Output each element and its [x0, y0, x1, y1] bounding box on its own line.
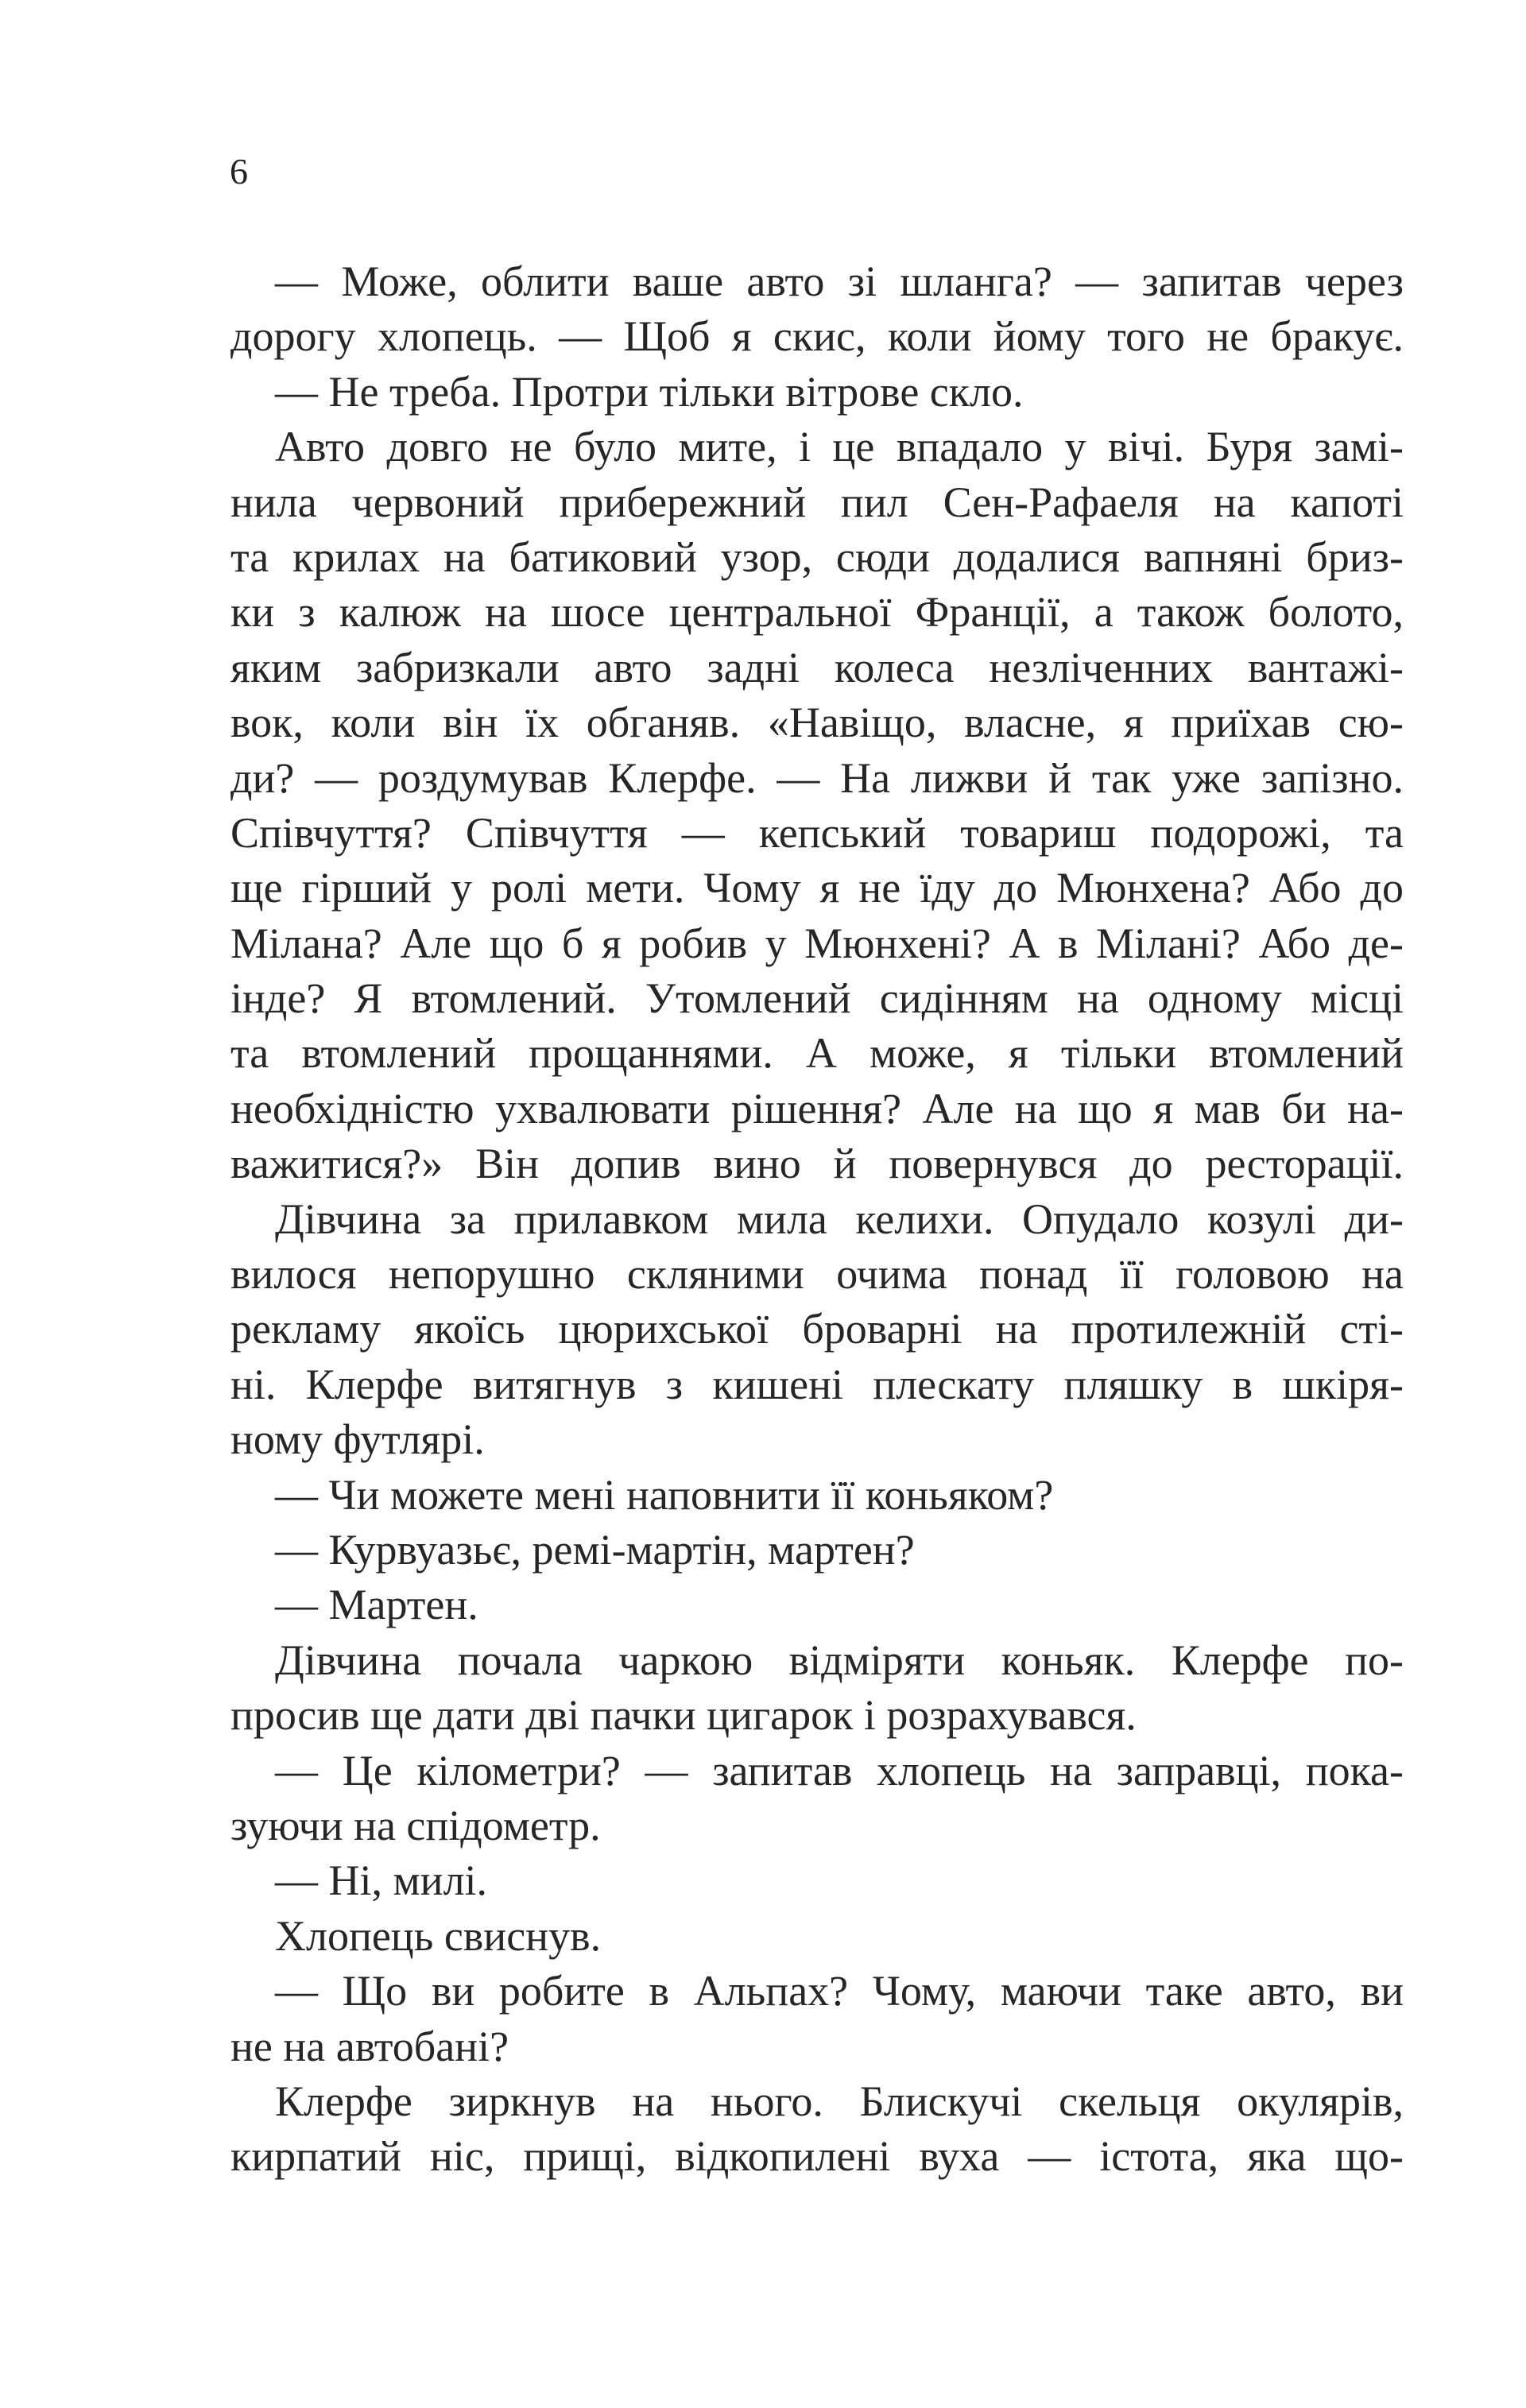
- text-line: вилося непорушно скляними очима понад її головою на: [230, 1250, 1404, 1299]
- body-text: [230, 254, 1404, 2185]
- text-line: яким забризкали авто задні колеса незліченних вантажі-: [230, 643, 1404, 691]
- text-line: ки з калюж на шосе центральної Франції, а також болото,: [230, 588, 1404, 637]
- text-line: ди? — роздумував Клерфе. — На лижви й так уже запізно.: [230, 753, 1404, 802]
- text-line: інде? Я втомлений. Утомлений сидінням на одному місці: [230, 974, 1404, 1023]
- text-line: ні. Клерфе витягнув з кишені плескату пляшку в шкіря-: [230, 1360, 1404, 1408]
- text-line: — Не треба. Протри тільки вітрове скло.: [275, 367, 1024, 416]
- text-line: важитися?» Він допив вино й повернувся до ресторації.: [230, 1140, 1404, 1188]
- text-line: — Ні, милі.: [275, 1856, 488, 1905]
- text-line: не на автобані?: [230, 2022, 509, 2070]
- text-line: — Чи можете мені наповнити її коньяком?: [275, 1470, 1054, 1519]
- text-line: ному футлярі.: [230, 1415, 485, 1464]
- text-line: Дівчина почала чаркою відміряти коньяк. Клерфе по-: [275, 1636, 1404, 1684]
- text-line: та втомлений прощаннями. А може, я тільки втомлений: [230, 1029, 1404, 1078]
- text-line: Мілана? Але що б я робив у Мюнхені? А в Мілані? Або де-: [230, 919, 1404, 967]
- text-line: — Це кілометри? — запитав хлопець на заправці, пока-: [275, 1746, 1404, 1794]
- text-line: вок, коли він їх обганяв. «Навіщо, власне, я приїхав сю-: [230, 699, 1404, 747]
- text-line: — Що ви робите в Альпах? Чому, маючи таке авто, ви: [275, 1967, 1404, 2015]
- text-line: ще гірший у ролі мети. Чому я не їду до Мюнхена? Або до: [230, 864, 1404, 912]
- text-line: — Курвуазьє, ремі-мартін, мартен?: [275, 1525, 915, 1574]
- text-line: Клерфе зиркнув на нього. Блискучі скельця окулярів,: [275, 2077, 1404, 2125]
- text-line: рекламу якоїсь цюрихської броварні на протилежній сті-: [230, 1305, 1404, 1353]
- text-line: — Мартен.: [275, 1581, 478, 1629]
- text-line: просив ще дати дві пачки цигарок і розрахувався.: [230, 1691, 1137, 1740]
- text-line: Хлопець свиснув.: [275, 1911, 602, 1960]
- text-line: кирпатий ніс, прищі, відкопилені вуха — істота, яка що-: [230, 2132, 1404, 2181]
- page-number: 6: [230, 151, 248, 192]
- text-line: зуючи на спідометр.: [230, 1801, 601, 1849]
- text-line: та крилах на батиковий узор, сюди додалися вапняні бриз-: [230, 532, 1404, 581]
- text-line: Дівчина за прилавком мила келихи. Опудало козулі ди-: [275, 1194, 1404, 1243]
- text-line: дорогу хлопець. — Щоб я скис, коли йому того не бракує.: [230, 312, 1404, 361]
- text-line: нила червоний прибережний пил Сен-Рафаеля на капоті: [230, 478, 1404, 526]
- text-line: необхідністю ухвалювати рішення? Але на що я мав би на-: [230, 1084, 1404, 1132]
- text-line: Співчуття? Співчуття — кепський товариш подорожі, та: [230, 808, 1404, 857]
- text-line: — Може, облити ваше авто зі шланга? — запитав через: [275, 257, 1404, 305]
- text-line: Авто довго не було мите, і це впадало у вічі. Буря замі-: [275, 423, 1404, 471]
